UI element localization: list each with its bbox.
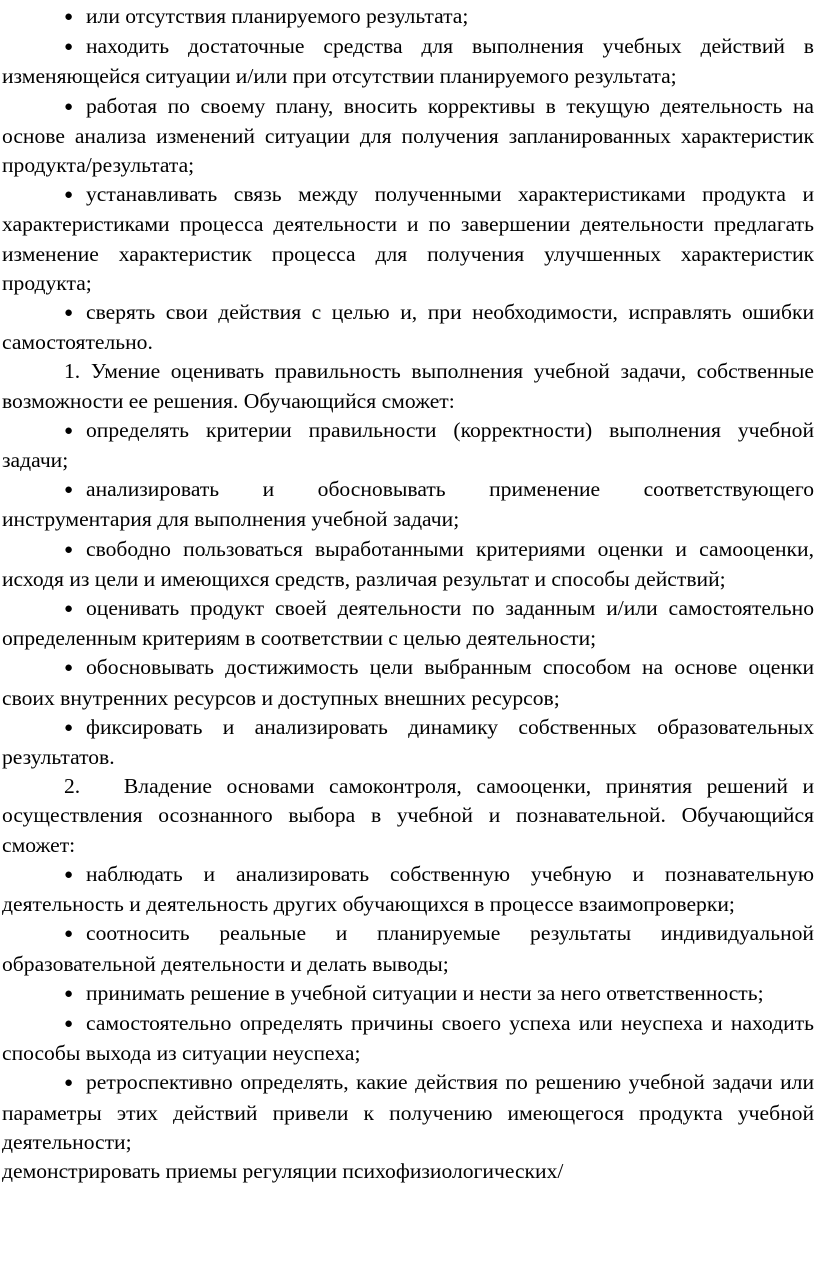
bullet-icon: ●: [64, 98, 74, 115]
numbered-text: Умение оценивать правильность выполнения учебной задачи, собственные возможности ее решения. Обучающийся сможет:: [2, 359, 814, 413]
bullet-text: наблюдать и анализировать собственную учебную и познавательную деятельность и деятельность других обучающихся в процессе взаимопроверки;: [2, 861, 814, 917]
plain-text: демонстрировать приемы регуляции психофизиологических/: [2, 1158, 564, 1183]
bullet-icon: ●: [64, 601, 74, 618]
bullet-item: [2, 475, 814, 534]
numbered-item: [2, 772, 814, 860]
bullet-item: [2, 180, 814, 298]
bullet-text: устанавливать связь между полученными характеристиками продукта и характеристиками процесса деятельности и по завершении деятельности предлагать изменение характеристик процесса для получения улучшенных характеристик продукта;: [2, 182, 814, 295]
bullet-text: ретроспективно определять, какие действия по решению учебной задачи или параметры этих действий привели к получению имеющегося продукта учебной деятельности;: [2, 1070, 814, 1154]
bullet-icon: ●: [64, 39, 74, 56]
bullet-text: фиксировать и анализировать динамику собственных образовательных результатов.: [2, 714, 814, 770]
bullet-item: [2, 594, 814, 653]
bullet-text: находить достаточные средства для выполнения учебных действий в изменяющейся ситуации и/или при отсутствии планируемого результата;: [2, 34, 814, 89]
bullet-icon: ●: [64, 541, 74, 558]
item-number: 1.: [64, 359, 81, 384]
bullet-item: [2, 298, 814, 357]
bullet-item: [2, 653, 814, 712]
bullet-text: или отсутствия планируемого результата;: [86, 4, 469, 28]
bullet-text: анализировать и обосновывать применение соответствующего инструментария для выполнения учебной задачи;: [2, 477, 814, 532]
plain-paragraph: [2, 1157, 814, 1186]
bullet-text: оценивать продукт своей деятельности по заданным и/или самостоятельно определенным критериям в соответствии с целью деятельности;: [2, 596, 814, 651]
bullet-text: определять критерии правильности (корректности) выполнения учебной задачи;: [2, 417, 814, 473]
bullet-icon: ●: [64, 1015, 74, 1032]
bullet-icon: ●: [64, 1075, 74, 1092]
bullet-icon: ●: [64, 482, 74, 499]
bullet-text: свободно пользоваться выработанными критериями оценки и самооценки, исходя из цели и имеющихся средств, различая результат и способы действий;: [2, 536, 814, 591]
bullet-icon: ●: [64, 866, 74, 883]
numbered-item: [2, 357, 814, 415]
bullet-icon: ●: [64, 660, 74, 677]
bullet-item: [2, 860, 814, 919]
numbered-text: Владение основами самоконтроля, самооценки, принятия решений и осуществления осознанного выбора в учебной и познавательной. Обучающийся сможет:: [2, 774, 814, 857]
bullet-item: [2, 979, 814, 1009]
bullet-item: [2, 713, 814, 772]
bullet-text: работая по своему плану, вносить коррективы в текущую деятельность на основе анализа изменений ситуации для получения запланированных характеристик продукта/результата;: [2, 93, 814, 178]
bullet-item: [2, 535, 814, 594]
bullet-text: самостоятельно определять причины своего успеха или неуспеха и находить способы выхода из ситуации неуспеха;: [2, 1010, 814, 1066]
bullet-item: [2, 32, 814, 91]
bullet-text: принимать решение в учебной ситуации и нести за него ответственность;: [86, 980, 764, 1005]
bullet-item: [2, 92, 814, 181]
bullet-icon: ●: [64, 985, 74, 1002]
bullet-icon: ●: [64, 9, 74, 25]
item-number: 2.: [64, 774, 81, 799]
bullet-item: [2, 1068, 814, 1157]
bullet-icon: ●: [64, 422, 74, 439]
bullet-text: обосновывать достижимость цели выбранным способом на основе оценки своих внутренних ресурсов и доступных внешних ресурсов;: [2, 655, 814, 710]
bullet-text: сверять свои действия с целью и, при необходимости, исправлять ошибки самостоятельно.: [2, 300, 814, 355]
bullet-icon: ●: [64, 187, 74, 204]
bullet-item: [2, 919, 814, 978]
bullet-icon: ●: [64, 305, 74, 322]
bullet-item: [2, 416, 814, 475]
bullet-item: [2, 2, 814, 32]
bullet-text: соотносить реальные и планируемые результаты индивидуальной образовательной деятельности и делать выводы;: [2, 921, 814, 976]
bullet-icon: ●: [64, 719, 74, 736]
bullet-item: [2, 1009, 814, 1068]
bullet-icon: ●: [64, 926, 74, 943]
